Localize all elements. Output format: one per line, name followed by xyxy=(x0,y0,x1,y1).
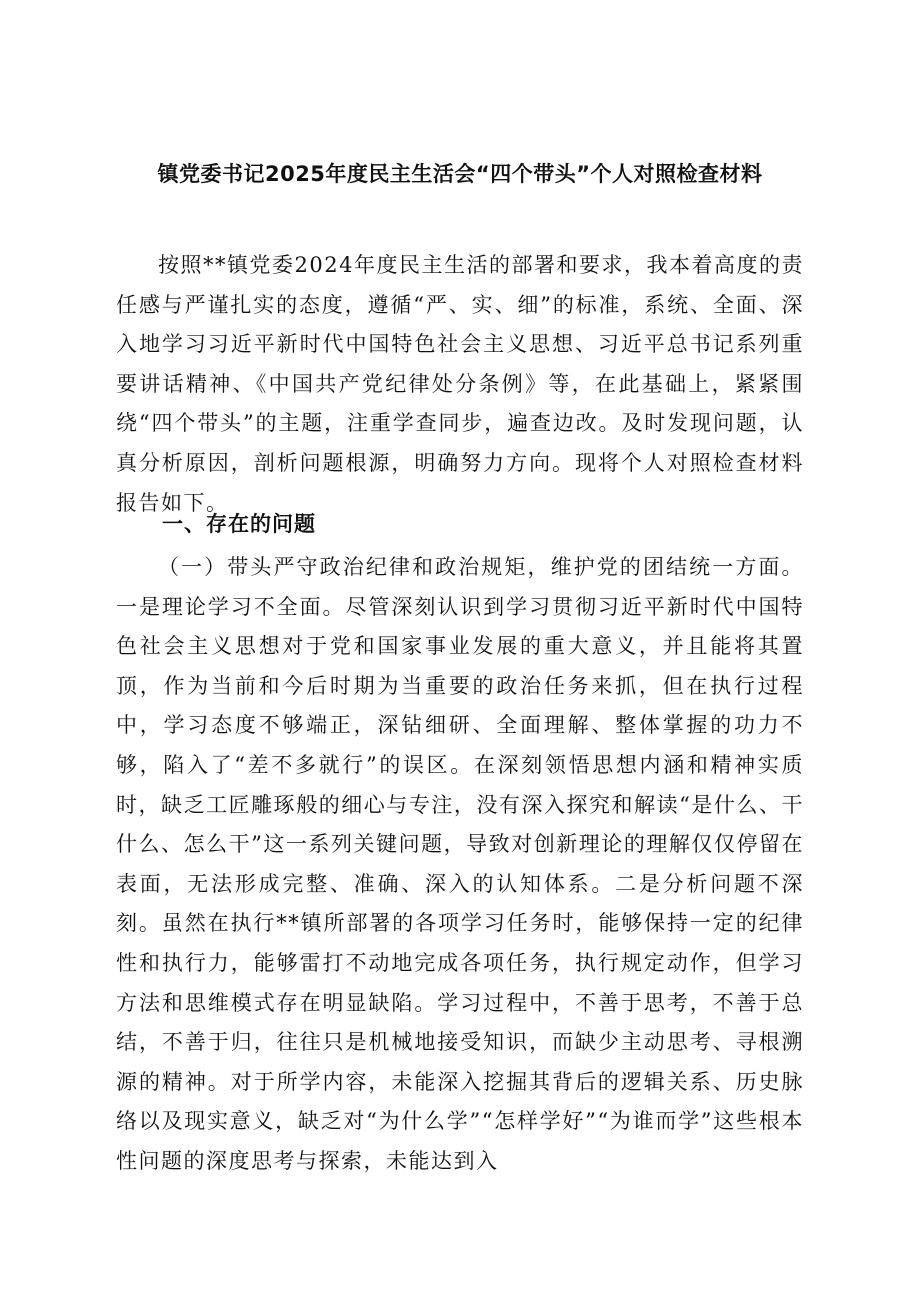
issue-paragraph: （一）带头严守政治纪律和政治规矩，维护党的团结统一方面。一是理论学习不全面。尽管深刻认识到学习贯彻习近平新时代中国特色社会主义思想对于党和国家事业发展的重大意义，并且能将其置顶，作为当前和今后时期为当重要的政治任务来抓，但在执行过程中，学习态度不够端正，深钻细研、全面理解、整体掌握的功力不够，陷入了“差不多就行”的误区。在深刻领悟思想内涵和精神实质时，缺乏工匠雕琢般的细心与专注，没有深入探究和解读“是什么、干什么、怎么干”这一系列关键问题，导致对创新理论的理解仅仅停留在表面，无法形成完整、准确、深入的认知体系。二是分析问题不深刻。虽然在执行**镇所部署的各项学习任务时，能够保持一定的纪律性和执行力，能够雷打不动地完成各项任务，执行规定动作，但学习方法和思维模式存在明显缺陷。学习过程中，不善于思考，不善于总结，不善于归，往往只是机械地接受知识，而缺少主动思考、寻根溯源的精神。对于所学内容，未能深入挖掘其背后的逻辑关系、历史脉络以及现实意义，缺乏对“为什么学”“怎样学好”“为谁而学”这些根本性问题的深度思考与探索，未能达到入 xyxy=(116,555,804,1173)
intro-paragraph: 按照**镇党委2024年度民主生活的部署和要求，我本着高度的责任感与严谨扎实的态度，遵循“严、实、细”的标准，系统、全面、深入地学习习近平新时代中国特色社会主义思想、习近平总书记系列重要讲话精神、《中国共产党纪律处分条例》等，在此基础上，紧紧围绕“四个带头”的主题，注重学查同步，遍查边改。及时发现问题，认真分析原因，剖析问题根源，明确努力方向。现将个人对照检查材料报告如下。 xyxy=(116,253,804,515)
section-heading: 一、存在的问题 xyxy=(162,512,316,536)
document-title: 镇党委书记2025年度民主生活会“四个带头”个人对照检查材料 xyxy=(157,162,763,186)
